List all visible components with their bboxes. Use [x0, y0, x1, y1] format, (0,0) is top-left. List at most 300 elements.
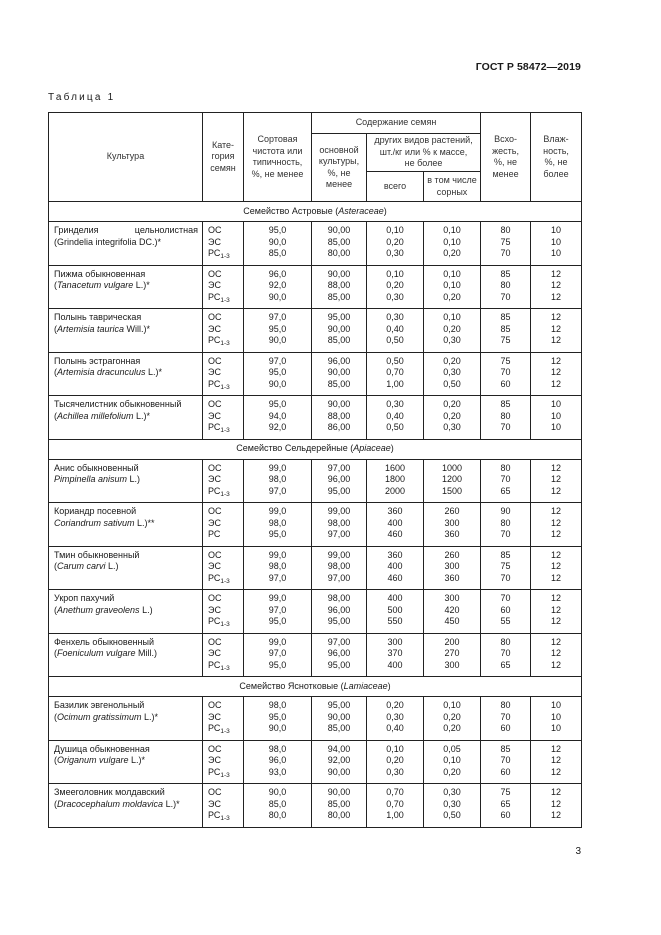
header-germination: Всхо- жесть, %, не менее: [481, 113, 531, 202]
main-crop-content: [312, 784, 367, 828]
germination-value: 60: [500, 810, 511, 820]
main-crop-content-value: 80,00: [327, 810, 351, 820]
category-subscript: 1-3: [220, 728, 230, 735]
main-crop-content-value: 95,00: [327, 485, 351, 496]
category-code: РС: [208, 572, 221, 583]
varietal-purity-value: 97,0: [268, 648, 287, 658]
category-value: [208, 237, 243, 249]
moisture: [531, 309, 582, 353]
other-species-total: [367, 222, 424, 266]
main-crop-content-value: 96,00: [327, 355, 351, 366]
other-species-total: [367, 309, 424, 353]
main-crop-content-value: 95,00: [327, 700, 351, 710]
seed-category: [203, 784, 244, 828]
crop-name-line1: Фенхель обыкновенный: [54, 636, 155, 647]
category-value: [208, 399, 243, 411]
crop-name: [49, 697, 203, 741]
other-species-total-value: 0,40: [386, 410, 404, 421]
main-crop-content: [312, 697, 367, 741]
seed-category: [203, 459, 244, 503]
category-code: РС: [208, 723, 221, 733]
other-species-total-value: 0,70: [386, 787, 404, 797]
other-species-total-value: 400: [387, 561, 403, 571]
main-crop-content-value: 98,00: [327, 517, 351, 528]
main-crop-content: [312, 396, 367, 440]
category-value: [208, 810, 243, 822]
category-code: ОС: [208, 549, 222, 560]
moisture: [531, 784, 582, 828]
main-crop-content-value: 96,00: [327, 474, 351, 484]
crop-latin-pre: (: [54, 280, 57, 290]
crop-name: [49, 740, 203, 784]
crop-latin-name: Artemisia taurica: [57, 323, 125, 334]
crop-latin-pre: (: [54, 755, 57, 765]
other-species-total-value: 0,10: [386, 743, 404, 754]
crop-latin-line: [54, 712, 198, 724]
family-row: [49, 677, 582, 697]
main-crop-content: [312, 265, 367, 309]
category-subscript: 1-3: [220, 771, 230, 779]
main-crop-content-value: 95,00: [327, 312, 351, 322]
moisture-value: 12: [551, 378, 562, 389]
category-code: РС: [208, 485, 221, 496]
other-species-weeds-value: 0,30: [443, 798, 461, 809]
crop-name: [49, 265, 203, 309]
varietal-purity-value: 95,0: [268, 529, 287, 539]
germination-value: 60: [500, 766, 511, 777]
crop-name-line1: Кориандр посевной: [54, 506, 137, 516]
main-crop-content-value: 90,00: [327, 711, 351, 722]
varietal-purity: [244, 633, 312, 677]
crop-latin-post: Mill.): [135, 648, 158, 658]
table-row: [49, 740, 582, 784]
germination-value: 80: [500, 517, 511, 528]
crop-latin-line: [54, 518, 198, 530]
moisture-value: 12: [551, 323, 562, 334]
crop-name: [49, 590, 203, 634]
other-species-weeds-value: 270: [444, 648, 460, 658]
other-species-total: [367, 459, 424, 503]
category-code: ОС: [208, 787, 222, 797]
category-subscript: 1-3: [220, 664, 230, 672]
other-species-total: [367, 697, 424, 741]
header-main-crop: основной культуры, %, не менее: [312, 134, 367, 202]
crop-name: [49, 396, 203, 440]
germination-value: 70: [500, 422, 511, 432]
header-category: Кате- гория семян: [203, 113, 244, 202]
moisture-value: 12: [551, 517, 562, 528]
other-species-weeds-value: 420: [444, 604, 460, 615]
varietal-purity-value: 90,0: [268, 723, 287, 733]
germination-value: 55: [500, 616, 511, 626]
other-species-weeds-value: 0,20: [443, 766, 461, 777]
category-code: ЭС: [208, 711, 221, 722]
other-species-weeds-value: 0,20: [443, 399, 461, 409]
main-crop-content-value: 98,00: [327, 593, 351, 603]
crop-latin-line: [54, 237, 198, 249]
seed-category: [203, 546, 244, 590]
germination: [481, 697, 531, 741]
category-value: [208, 767, 243, 779]
germination: [481, 222, 531, 266]
germination-value: 75: [500, 236, 511, 247]
other-species-total: [367, 396, 424, 440]
crop-name: [49, 633, 203, 677]
category-code: ЭС: [208, 648, 221, 658]
other-species-weeds: [424, 309, 481, 353]
other-species-total-value: 0,30: [386, 312, 404, 322]
other-species-total-value: 370: [387, 648, 403, 658]
crop-latin-line: [54, 605, 198, 617]
varietal-purity: [244, 503, 312, 547]
main-crop-content-value: 94,00: [327, 743, 351, 754]
main-crop-content: [312, 546, 367, 590]
germination-value: 75: [500, 335, 511, 345]
other-species-weeds-value: 0,10: [443, 700, 461, 710]
moisture-value: 12: [551, 766, 562, 777]
seed-category: [203, 590, 244, 634]
crop-latin-post: L.)**: [134, 517, 155, 528]
crop-name-line1: Душица обыкновенная: [54, 743, 150, 754]
category-code: ОС: [208, 312, 222, 322]
germination-value: 85: [500, 323, 511, 334]
germination-value: 60: [500, 378, 511, 389]
category-code: РС: [208, 248, 221, 258]
category-value: [208, 356, 243, 368]
category-value: [208, 799, 243, 811]
other-species-weeds-value: 0,20: [443, 711, 461, 722]
main-crop-content-value: 95,00: [327, 659, 351, 670]
moisture-value: 10: [551, 723, 562, 733]
other-species-weeds-value: 0,20: [443, 355, 461, 366]
moisture-value: 12: [551, 593, 562, 603]
other-species-weeds: [424, 265, 481, 309]
other-species-weeds-value: 1000: [442, 462, 463, 473]
seed-category: [203, 740, 244, 784]
varietal-purity: [244, 590, 312, 634]
other-species-total-value: 400: [387, 659, 403, 670]
varietal-purity-value: 99,0: [268, 636, 287, 647]
other-species-weeds-value: 0,20: [443, 410, 461, 421]
other-species-weeds-value: 0,50: [443, 378, 461, 389]
moisture-value: 12: [551, 616, 562, 626]
main-crop-content: [312, 740, 367, 784]
category-subscript: 1-3: [220, 815, 230, 822]
category-code: ЭС: [208, 517, 221, 528]
other-species-total-value: 500: [387, 604, 403, 615]
other-species-total: [367, 265, 424, 309]
category-code: ОС: [208, 636, 222, 647]
germination-value: 60: [500, 604, 511, 615]
moisture-value: 12: [551, 355, 562, 366]
category-value: [208, 660, 243, 672]
moisture-value: 12: [551, 659, 562, 670]
crop-latin-pre: (: [54, 711, 57, 722]
other-species-total-value: 0,20: [386, 236, 404, 247]
other-species-total-value: 1,00: [386, 378, 404, 389]
category-subscript: 1-3: [220, 621, 230, 628]
varietal-purity-value: 98,0: [268, 474, 287, 484]
seed-category: [203, 633, 244, 677]
main-crop-content-value: 85,00: [327, 291, 351, 302]
other-species-total-value: 1800: [384, 474, 406, 484]
category-value: [208, 561, 243, 573]
seed-category: [203, 396, 244, 440]
category-value: [208, 648, 243, 660]
category-value: [208, 411, 243, 423]
germination-value: 70: [500, 474, 511, 484]
germination-value: 80: [500, 636, 511, 647]
other-species-total-value: 0,20: [386, 755, 404, 765]
category-value: [208, 367, 243, 379]
moisture-value: 10: [551, 225, 562, 235]
varietal-purity-value: 95,0: [268, 323, 287, 334]
category-value: [208, 225, 243, 237]
category-subscript: 1-3: [220, 296, 230, 304]
other-species-weeds-value: 360: [444, 572, 460, 583]
other-species-total-value: 0,30: [386, 399, 404, 409]
germination-value: 80: [500, 280, 511, 290]
main-crop-content-value: 90,00: [327, 225, 351, 235]
category-value: [208, 474, 243, 486]
germination-value: 70: [500, 572, 511, 583]
other-species-total-value: 360: [387, 506, 403, 516]
varietal-purity-value: 97,0: [268, 604, 287, 615]
germination-value: 65: [500, 485, 511, 496]
varietal-purity-value: 99,0: [268, 506, 287, 516]
varietal-purity-value: 99,0: [268, 549, 287, 560]
crop-latin-pre: (: [54, 367, 57, 377]
varietal-purity-value: 95,0: [268, 616, 287, 626]
main-crop-content: [312, 503, 367, 547]
moisture-value: 10: [551, 236, 562, 247]
table-body: [49, 202, 582, 828]
category-value: [208, 744, 243, 756]
other-species-total-value: 360: [387, 549, 403, 560]
other-species-total-value: 1600: [384, 462, 406, 473]
table-row: [49, 784, 582, 828]
family-row: [49, 202, 582, 222]
varietal-purity-value: 90,0: [268, 236, 287, 247]
category-value: [208, 637, 243, 649]
other-species-weeds-value: 200: [444, 636, 460, 647]
category-value: [208, 422, 243, 434]
moisture-value: 10: [551, 711, 562, 722]
germination-value: 85: [500, 549, 511, 560]
category-value: [208, 280, 243, 292]
other-species-total-value: 460: [387, 529, 403, 539]
crop-name: [49, 222, 203, 266]
other-species-weeds: [424, 503, 481, 547]
category-code: РС: [208, 291, 221, 302]
crop-name: [49, 503, 203, 547]
header-varietal-purity: Сортовая чистота или типичность, %, не менее: [244, 113, 312, 202]
germination-value: 70: [500, 648, 511, 658]
family-name: [49, 439, 582, 459]
crop-name: [49, 352, 203, 396]
varietal-purity-value: 99,0: [268, 593, 287, 603]
crop-latin-line: [54, 648, 198, 660]
crop-latin-name: Dracocephalum moldavica: [57, 798, 164, 809]
moisture-value: 12: [551, 798, 562, 809]
header-seed-content: Содержание семян: [312, 113, 481, 134]
main-crop-content: [312, 590, 367, 634]
moisture: [531, 546, 582, 590]
crop-latin-post: L.)*: [133, 410, 151, 421]
other-species-weeds-value: 0,30: [443, 335, 461, 345]
other-species-weeds-value: 300: [444, 593, 460, 603]
category-code: ЭС: [208, 798, 221, 809]
germination-value: 70: [500, 755, 511, 765]
other-species-total-value: 0,10: [386, 268, 404, 279]
category-value: [208, 573, 243, 585]
germination: [481, 546, 531, 590]
header-crop: Культура: [49, 113, 203, 202]
family-name-post: ): [387, 680, 391, 691]
main-crop-content-value: 98,00: [327, 561, 351, 571]
seed-category: [203, 309, 244, 353]
varietal-purity-value: 97,0: [268, 312, 287, 322]
crop-latin-post: L.)*: [141, 711, 159, 722]
germination: [481, 309, 531, 353]
crop-latin-name: Anethum graveolens: [57, 604, 140, 615]
crop-name-line1: Гринделия цельнолистная: [54, 225, 198, 235]
crop-name-line1: Тмин обыкновенный: [54, 549, 140, 560]
family-name: [49, 202, 582, 222]
moisture-value: 12: [551, 743, 562, 754]
varietal-purity-value: 97,0: [268, 485, 287, 496]
crop-latin-name: Carum carvi: [57, 561, 106, 571]
other-species-total-value: 0,50: [386, 335, 404, 345]
germination-value: 85: [500, 399, 511, 409]
germination: [481, 633, 531, 677]
header-weeds: в том числе сорных: [424, 172, 481, 202]
other-species-weeds-value: 450: [444, 616, 460, 626]
other-species-total-value: 0,30: [386, 291, 404, 302]
category-code: ЭС: [208, 474, 221, 484]
main-crop-content-value: 85,00: [327, 723, 351, 733]
varietal-purity-value: 96,0: [268, 268, 287, 279]
crop-latin-line: [54, 755, 198, 767]
main-crop-content-value: 97,00: [327, 636, 351, 647]
moisture-value: 12: [551, 291, 562, 302]
crop-latin-name: Origanum vulgare: [57, 755, 129, 765]
other-species-weeds-value: 0,30: [443, 787, 461, 797]
table-row: [49, 459, 582, 503]
main-crop-content-value: 90,00: [327, 766, 351, 777]
crop-name-line1: Анис обыкновенный: [54, 462, 139, 473]
varietal-purity-value: 93,0: [268, 766, 287, 777]
main-crop-content-value: 96,00: [327, 648, 351, 658]
crop-latin-pre: (: [54, 323, 57, 334]
category-code: ОС: [208, 593, 222, 603]
other-species-weeds-value: 260: [444, 549, 460, 560]
moisture-value: 12: [551, 648, 562, 658]
other-species-total-value: 0,50: [386, 355, 404, 366]
main-crop-content-value: 85,00: [327, 236, 351, 247]
header-moisture: Влаж- ность, %, не более: [531, 113, 582, 202]
varietal-purity-value: 85,0: [268, 798, 287, 809]
moisture-value: 12: [551, 335, 562, 345]
moisture-value: 10: [551, 700, 562, 710]
category-code: ЭС: [208, 561, 221, 571]
varietal-purity-value: 90,0: [268, 335, 287, 345]
moisture-value: 12: [551, 755, 562, 765]
main-crop-content-value: 85,00: [327, 378, 351, 389]
germination-value: 60: [500, 723, 511, 733]
category-value: [208, 335, 243, 347]
other-species-weeds-value: 0,10: [443, 312, 461, 322]
main-crop-content-value: 88,00: [327, 410, 351, 421]
crop-latin-line: [54, 474, 198, 486]
germination-value: 80: [500, 225, 511, 235]
varietal-purity-value: 96,0: [268, 755, 287, 765]
moisture-value: 12: [551, 506, 562, 516]
crop-latin-line: [54, 561, 198, 573]
other-species-total-value: 0,50: [386, 422, 404, 432]
family-name: [49, 677, 582, 697]
moisture-value: 12: [551, 280, 562, 290]
varietal-purity-value: 98,0: [268, 517, 287, 528]
germination-value: 80: [500, 700, 511, 710]
seed-quality-table: [48, 112, 582, 828]
category-code: РС: [208, 659, 221, 670]
seed-category: [203, 697, 244, 741]
germination: [481, 396, 531, 440]
category-value: [208, 312, 243, 324]
germination-value: 70: [500, 367, 511, 377]
germination-value: 70: [500, 711, 511, 722]
category-subscript: 1-3: [220, 383, 230, 391]
other-species-weeds-value: 0,10: [443, 268, 461, 279]
other-species-weeds: [424, 546, 481, 590]
category-code: ОС: [208, 355, 222, 366]
category-value: [208, 755, 243, 767]
main-crop-content-value: 95,00: [327, 616, 351, 626]
crop-name-line1: Пижма обыкновенная: [54, 268, 146, 279]
category-value: [208, 712, 243, 724]
category-code: РС: [208, 378, 221, 389]
moisture-value: 12: [551, 561, 562, 571]
crop-latin-pre: (: [54, 604, 57, 615]
other-species-weeds-value: 0,20: [443, 248, 461, 258]
varietal-purity-value: 94,0: [268, 410, 287, 421]
family-name-pre: Семейство Яснотковые (: [239, 680, 344, 691]
crop-latin-pre: (Grindelia integrifolia DC.)*: [54, 236, 162, 247]
crop-name-line1: Тысячелистник обыкновенный: [54, 399, 182, 409]
germination: [481, 352, 531, 396]
main-crop-content: [312, 459, 367, 503]
varietal-purity-value: 95,0: [268, 711, 287, 722]
germination-value: 65: [500, 659, 511, 670]
moisture-value: 12: [551, 572, 562, 583]
other-species-weeds-value: 0,20: [443, 323, 461, 334]
other-species-total: [367, 633, 424, 677]
varietal-purity-value: 90,0: [268, 291, 287, 302]
category-code: РС: [208, 810, 221, 820]
main-crop-content: [312, 633, 367, 677]
moisture-value: 10: [551, 248, 562, 258]
moisture: [531, 459, 582, 503]
crop-latin-pre: (: [54, 798, 57, 809]
other-species-total-value: 400: [387, 593, 403, 603]
seed-category: [203, 265, 244, 309]
family-name-pre: Семейство Сельдерейные (: [236, 443, 354, 454]
varietal-purity-value: 80,0: [268, 810, 287, 820]
table-title: Таблица 1: [48, 92, 116, 103]
main-crop-content-value: 86,00: [327, 422, 351, 432]
main-crop-content-value: 99,00: [327, 549, 351, 560]
